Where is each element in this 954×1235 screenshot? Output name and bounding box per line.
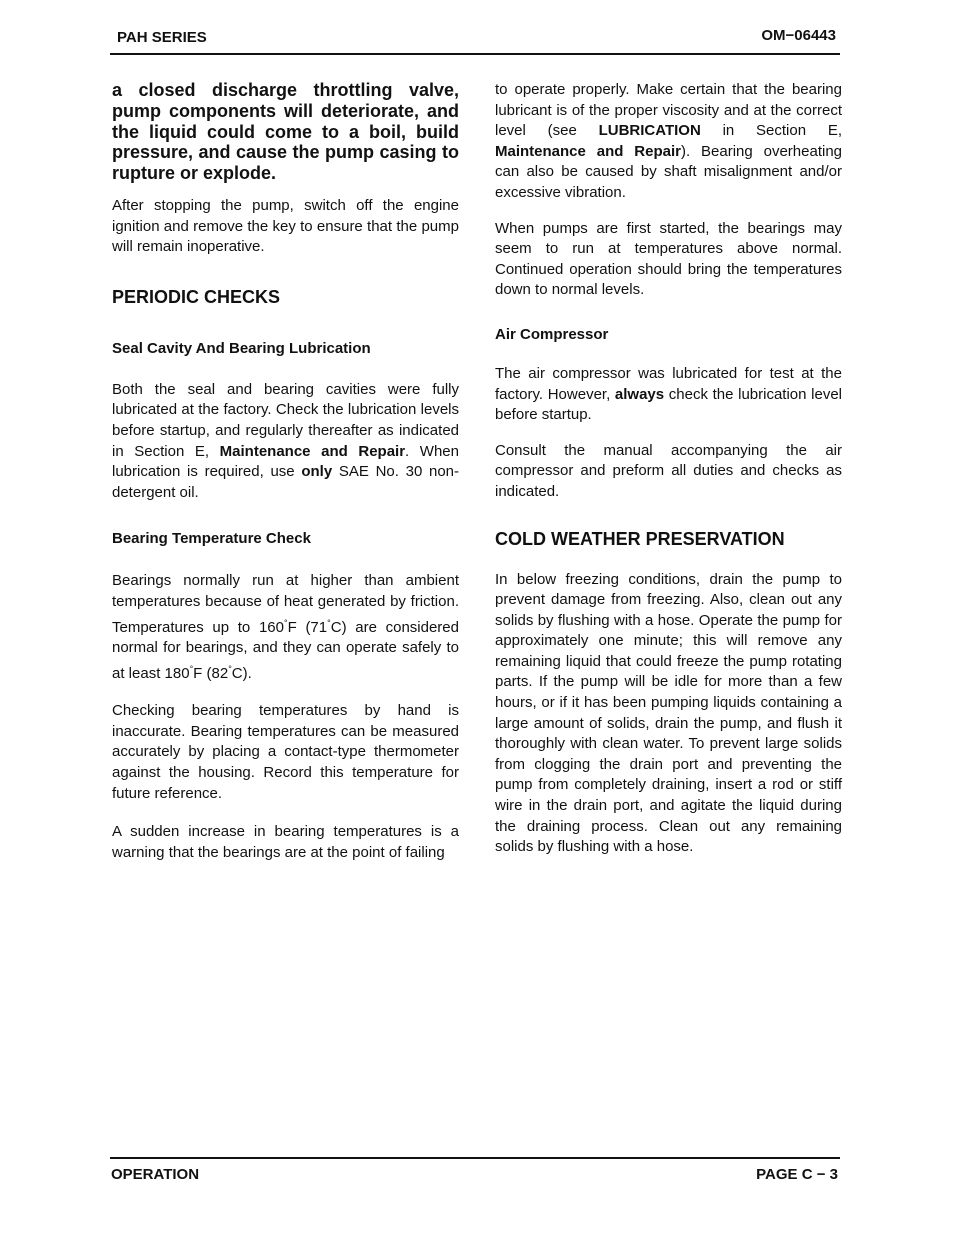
- footer-divider: [110, 1157, 840, 1159]
- header-divider: [110, 53, 840, 55]
- periodic-checks-heading: PERIODIC CHECKS: [112, 286, 281, 307]
- bearing-paragraph-1: Bearings normally run at higher than ambient temperatures because of heat generated by friction. Temperatures up to 160°F (71°C) are considered normal for bearings, and they can operate safely to at least 180°F (82°C).: [112, 572, 459, 682]
- air-compressor-heading: Air Compressor: [495, 325, 609, 343]
- left-column: [112, 80, 459, 863]
- cold-weather-paragraph: In below freezing conditions, drain the pump to prevent damage from freezing. Also, clean out any solids by flushing with a hose. Operate the pump for approximately one minute; this will remove any remaining liquid that could freeze the pump rotating parts. If the pump will be idle for more than a few hours, or if it has been pumping liquids containing a large amount of solids, drain the pump, and flush it thoroughly with clean water. To prevent large solids from clogging the drain port and preventing the pump from completely draining, insert a rod or stiff wire in the drain port, and agitate the liquid during the draining process. Clean out any remaining solids by flushing with a hose.: [495, 570, 842, 856]
- bearing-temp-heading: Bearing Temperature Check: [112, 530, 311, 548]
- stop-paragraph: After stopping the pump, switch off the engine ignition and remove the key to ensure that the pump will remain inoperative.: [112, 196, 459, 256]
- cold-weather-heading: COLD WEATHER PRESERVATION: [495, 528, 785, 549]
- air-paragraph-2: Consult the manual accompanying the air compressor and preform all duties and checks as indicated.: [495, 441, 842, 500]
- bearing-paragraph-3: A sudden increase in bearing temperatures is a warning that the bearings are at the point of failing: [112, 823, 459, 861]
- header-doc-number: OM−06443: [761, 27, 836, 44]
- bearing-paragraph-2: Checking bearing temperatures by hand is inaccurate. Bearing temperatures can be measured accurately by placing a contact-type thermometer against the housing. Record this temperature for future reference.: [112, 702, 459, 802]
- footer-page-number: PAGE C − 3: [756, 1166, 838, 1183]
- seal-cavity-heading: Seal Cavity And Bearing Lubrication: [112, 339, 371, 357]
- continued-paragraph: to operate properly. Make certain that the bearing lubricant is of the proper viscosity and at the correct level (see LUBRICATION in Section E, Maintenance and Repair). Bearing overheating can also be caused by shaft misalignment and/or excessive vibration.: [495, 81, 843, 201]
- air-paragraph-1: The air compressor was lubricated for test at the factory. However, always check the lubrication level before startup.: [495, 364, 842, 424]
- seal-paragraph: Both the seal and bearing cavities were fully lubricated at the factory. Check the lubrication levels before startup, and regularly thereafter as indicated in Section E, Maintenance and Repair. When lubrication is required, use only SAE No. 30 non-detergent oil.: [112, 380, 459, 501]
- right-column: [495, 80, 842, 858]
- footer-section: OPERATION: [111, 1166, 200, 1183]
- warning-text: a closed discharge throttling valve, pump components will deteriorate, and the liquid could come to a boil, build pressure, and cause the pump casing to rupture or explode.: [112, 80, 459, 184]
- first-start-paragraph: When pumps are first started, the bearings may seem to run at temperatures above normal. Continued operation should bring the temperatures down to normal levels.: [495, 219, 842, 299]
- header-series: PAH SERIES: [117, 29, 207, 46]
